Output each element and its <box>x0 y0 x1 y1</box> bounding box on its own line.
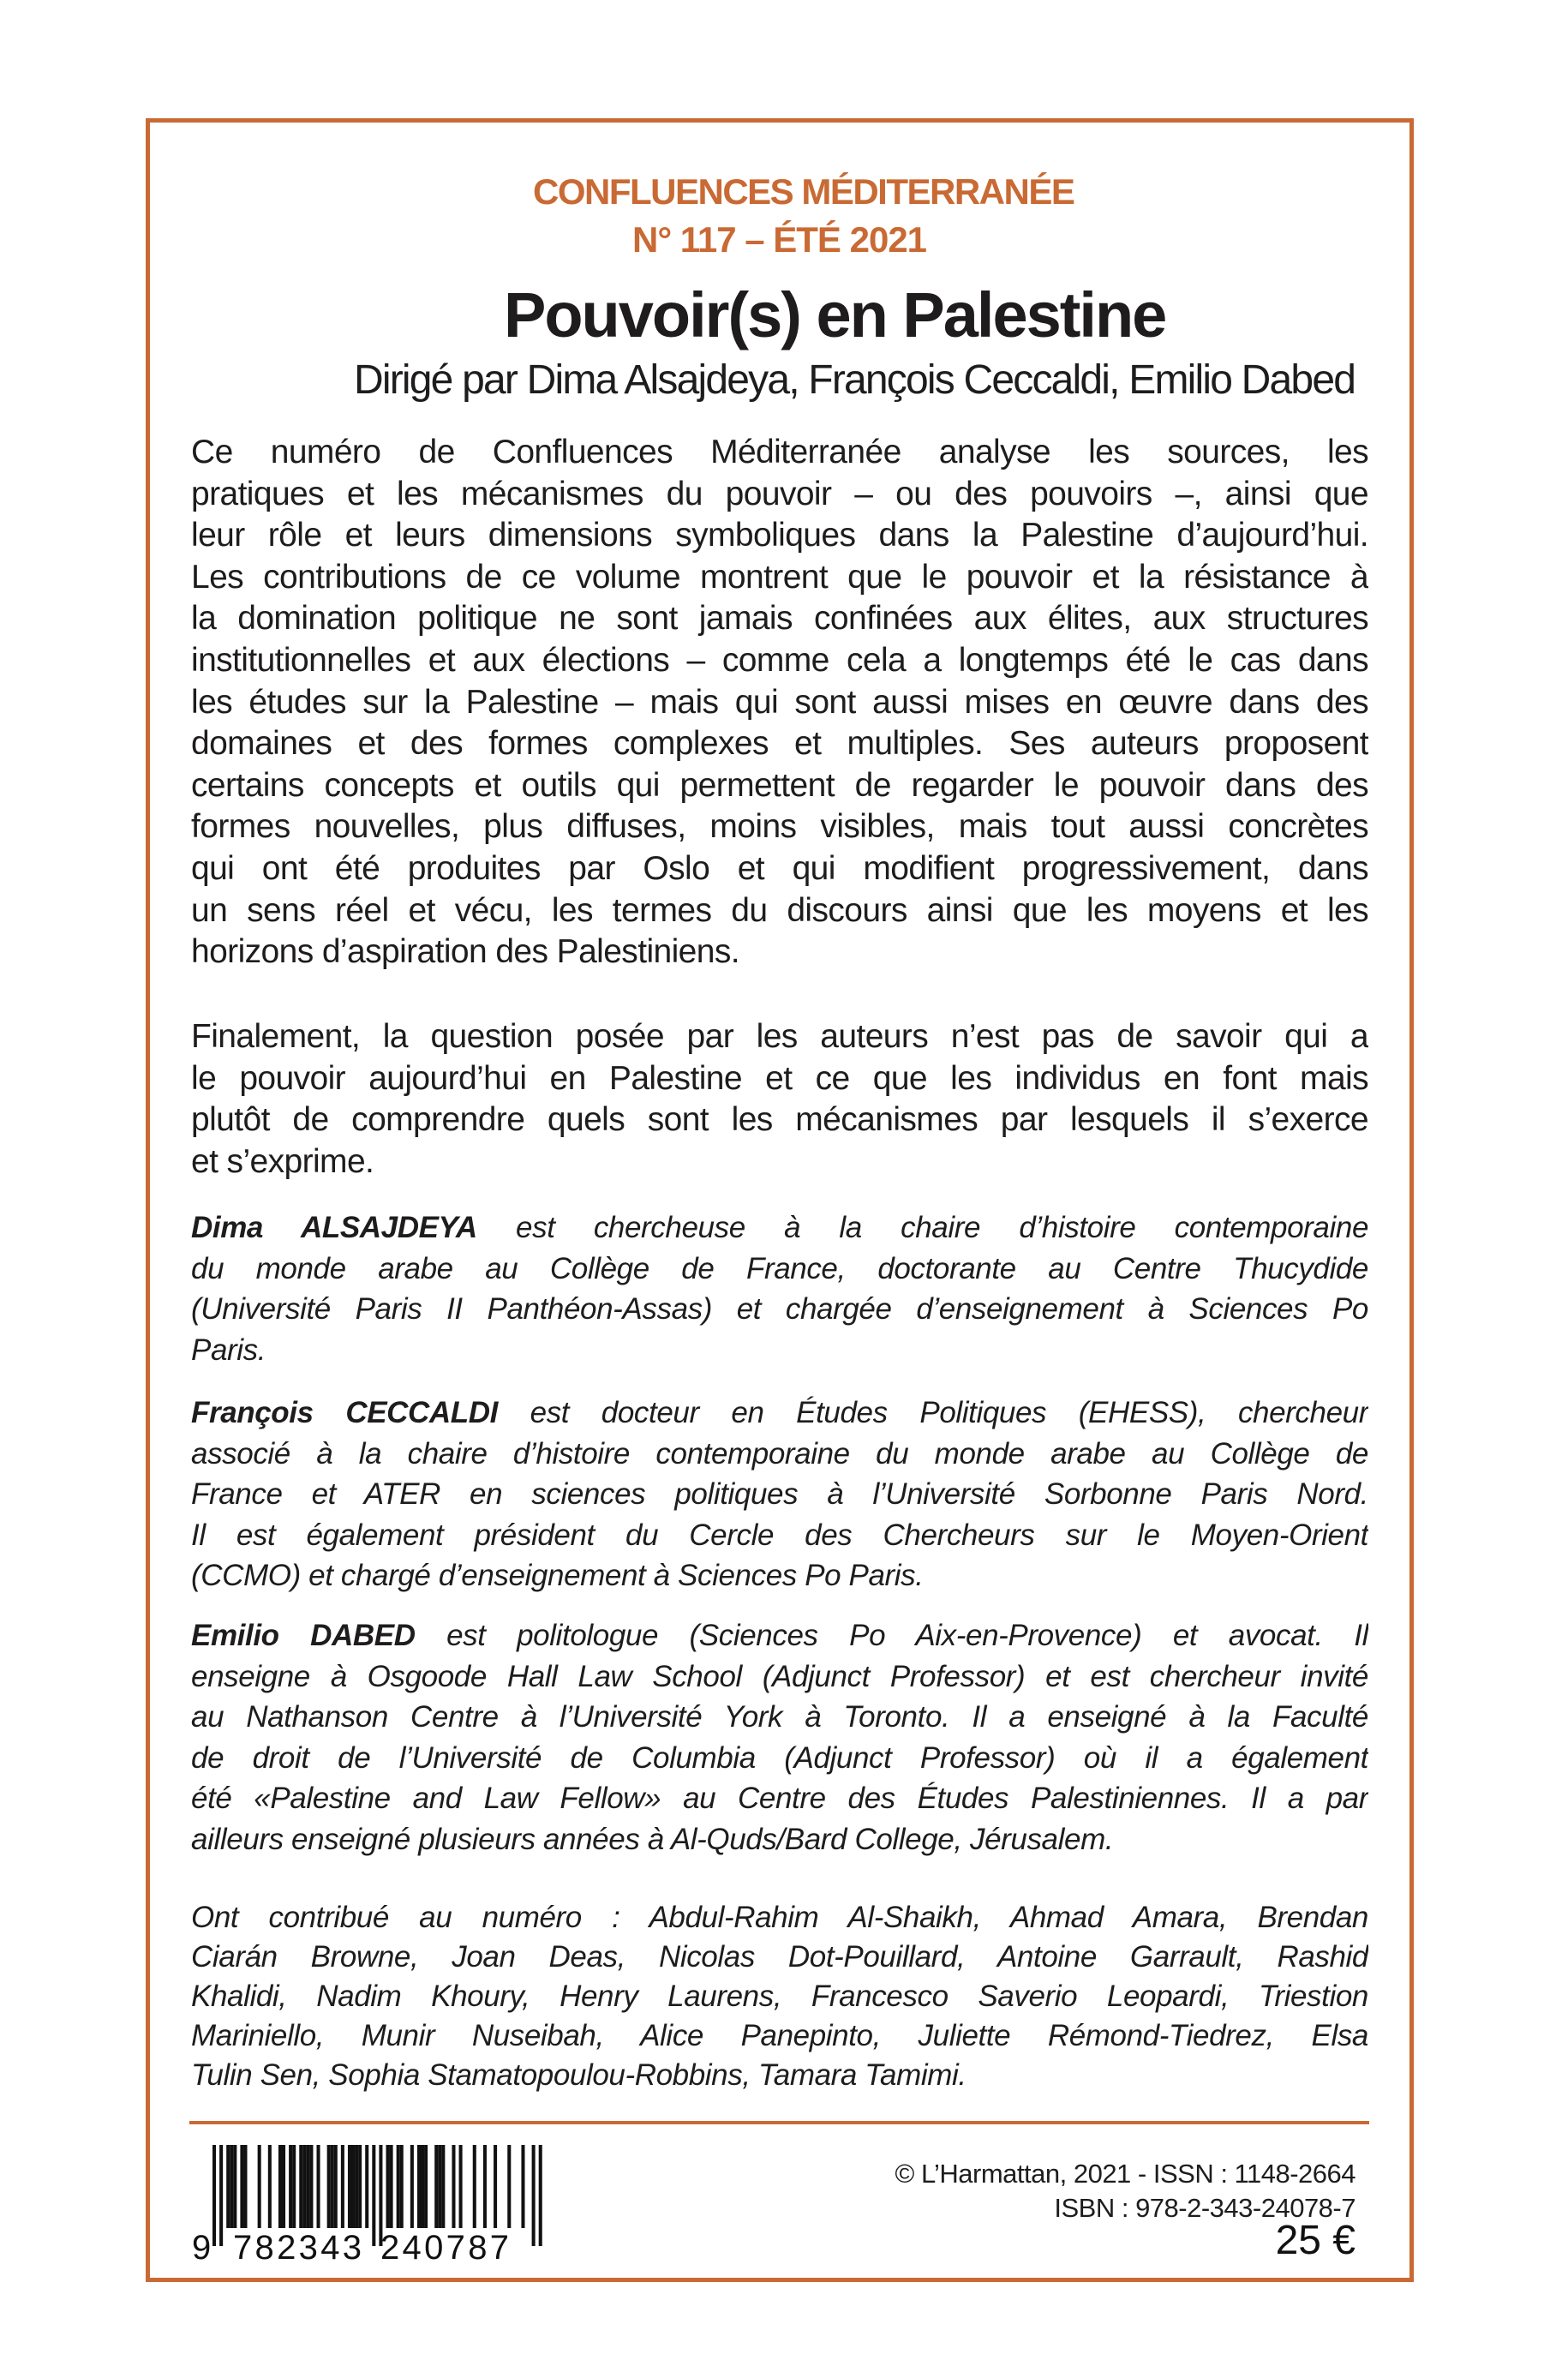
barcode-bar <box>348 2145 351 2228</box>
barcode-bar <box>327 2145 331 2228</box>
barcode-bar <box>355 2145 358 2228</box>
summary-paragraph-1 <box>191 432 1368 973</box>
barcode-bar <box>278 2145 282 2228</box>
barcode-bar <box>390 2145 393 2228</box>
barcode-bar <box>438 2145 441 2228</box>
contributors-line: Tulin Sen, Sophia Stamatopoulou-Robbins, Tamara Tamimi. <box>191 2058 967 2092</box>
bio-line: enseigne à Osgoode Hall Law School (Adjunct Professor) et est chercheur invité <box>191 1659 1368 1693</box>
barcode-bar <box>268 2145 272 2228</box>
summary-p1-line: domaines et des formes complexes et multiples. Ses auteurs proposent <box>191 725 1368 763</box>
barcode-bar <box>334 2145 338 2228</box>
editors-line: Dirigé par Dima Alsajdeya, François Ceccaldi, Emilio Dabed <box>354 357 1356 403</box>
bio-dima-alsajdeya <box>191 1207 1368 1370</box>
barcode-bar <box>539 2145 542 2246</box>
bio-emilio-dabed <box>191 1615 1368 1860</box>
barcode-bar <box>226 2145 230 2228</box>
contributors-list <box>191 1898 1368 2095</box>
barcode-bar <box>417 2145 421 2228</box>
summary-p1-line: les études sur la Palestine – mais qui sont aussi mises en œuvre dans des <box>191 683 1368 721</box>
barcode-bar <box>372 2145 375 2246</box>
summary-paragraph-2 <box>191 1016 1368 1183</box>
barcode-bar <box>317 2145 320 2228</box>
barcode-bar <box>292 2145 296 2228</box>
barcode-bar <box>282 2145 285 2228</box>
isbn-barcode <box>190 2142 554 2267</box>
barcode-bar <box>306 2145 309 2228</box>
summary-p1-line: formes nouvelles, plus diffuses, moins visibles, mais tout aussi concrètes <box>191 808 1368 846</box>
summary-p2-line: plutôt de comprendre quels sont les mécanismes par lesquels il s’exerce <box>191 1101 1368 1139</box>
barcode-right-digits: 240787 <box>380 2229 509 2267</box>
bio-line: été «Palestine and Law Fellow» au Centre des Études Palestiniennes. Il a par <box>191 1782 1368 1815</box>
bio-line: ailleurs enseigné plusieurs années à Al-Quds/Bard College, Jérusalem. <box>191 1822 1114 1856</box>
issue-number: N° 117 – ÉTÉ 2021 <box>632 219 927 260</box>
bio-first-line <box>191 1393 1368 1434</box>
barcode-bar <box>424 2145 428 2228</box>
bio-line: (CCMO) et chargé d’enseignement à Sciences Po Paris. <box>191 1559 924 1592</box>
bio-line: au Nathanson Centre à l’Université York à Toronto. Il a enseigné à la Faculté <box>191 1700 1368 1734</box>
barcode-bar <box>397 2145 400 2228</box>
copyright-issn: © L’Harmattan, 2021 - ISSN : 1148-2664 <box>895 2159 1356 2189</box>
barcode-bar <box>299 2145 302 2228</box>
barcode-bar <box>441 2145 445 2228</box>
summary-p1-line: horizons d’aspiration des Palestiniens. <box>191 933 739 971</box>
barcode-bar <box>212 2145 216 2246</box>
bio-first-line <box>191 1615 1368 1656</box>
bio-text: est docteur en Études Politiques (EHESS), chercheur <box>497 1396 1368 1429</box>
bio-line: associé à la chaire d’histoire contemporaine du monde arabe au Collège de <box>191 1436 1368 1471</box>
barcode-bar <box>219 2145 223 2246</box>
bio-text: est politologue (Sciences Po Aix-en-Provence) et avocat. Il <box>415 1619 1368 1652</box>
barcode-bar <box>459 2145 463 2228</box>
barcode-bar <box>434 2145 438 2228</box>
price: 25 € <box>1275 2218 1356 2263</box>
bio-line: (Université Paris II Panthéon-Assas) et chargée d’enseignement à Sciences Po <box>191 1292 1368 1326</box>
barcode-bar <box>494 2145 497 2228</box>
summary-p1-line: Ce numéro de Confluences Méditerranée analyse les sources, les <box>191 434 1368 470</box>
barcode-bar <box>521 2145 524 2228</box>
summary-p1-line: certains concepts et outils qui permettent de regarder le pouvoir dans des <box>191 766 1368 804</box>
barcode-bar <box>532 2145 536 2246</box>
barcode-bar <box>289 2145 292 2228</box>
series-name: CONFLUENCES MÉDITERRANÉE <box>533 171 1074 212</box>
contributors-line: Ciarán Browne, Joan Deas, Nicolas Dot-Pouillard, Antoine Garrault, Rashid <box>191 1940 1368 1974</box>
barcode-bar <box>233 2145 236 2228</box>
barcode-bar <box>473 2145 476 2228</box>
summary-p1-line: un sens réel et vécu, les termes du discours ainsi que les moyens et les <box>191 891 1368 929</box>
bio-line: de droit de l’Université de Columbia (Adjunct Professor) où il a également <box>191 1740 1368 1775</box>
bio-line: France et ATER en sciences politiques à l’Université Sorbonne Paris Nord. <box>191 1477 1368 1511</box>
isbn-text: ISBN : 978-2-343-24078-7 <box>1054 2193 1356 2223</box>
bio-first-line <box>191 1207 1368 1249</box>
author-name: Dima ALSAJDEYA <box>191 1211 477 1244</box>
summary-p1-line: qui ont été produites par Oslo et qui modifient progressivement, dans <box>191 849 1368 887</box>
summary-p2-line: Finalement, la question posée par les auteurs n’est pas de savoir qui a <box>191 1018 1368 1055</box>
barcode-bar <box>240 2145 243 2228</box>
summary-p1-line: pratiques et les mécanismes du pouvoir – ou des pouvoirs –, ainsi que <box>191 475 1368 512</box>
bio-line: Il est également président du Cercle des Chercheurs sur le Moyen-Orient <box>191 1518 1368 1552</box>
barcode-bar <box>452 2145 455 2228</box>
bio-text: est chercheuse à la chaire d’histoire contemporaine <box>476 1211 1368 1244</box>
summary-p2-line: le pouvoir aujourd’hui en Palestine et ce que les individus en font mais <box>191 1059 1368 1097</box>
barcode-bar <box>400 2145 404 2228</box>
author-name: Emilio DABED <box>191 1619 416 1652</box>
barcode-first-digit: 9 <box>192 2229 212 2267</box>
barcode-bar <box>258 2145 261 2228</box>
barcode-bar <box>365 2145 368 2228</box>
barcode-bar <box>358 2145 362 2228</box>
barcode-left-digits: 782343 <box>233 2229 362 2267</box>
barcode-bar <box>309 2145 313 2228</box>
barcode-bar <box>483 2145 487 2228</box>
summary-p1-line: institutionnelles et aux élections – comme cela a longtemps été le cas dans <box>191 641 1368 679</box>
contributors-line: Ont contribué au numéro : Abdul-Rahim Al-Shaikh, Ahmad Amara, Brendan <box>191 1901 1368 1934</box>
barcode-bar <box>341 2145 344 2228</box>
barcode-bar <box>507 2145 511 2228</box>
footer-divider <box>189 2121 1369 2124</box>
barcode-bar <box>421 2145 424 2228</box>
barcode-bar <box>243 2145 247 2228</box>
summary-p1-line: Les contributions de ce volume montrent que le pouvoir et la résistance à <box>191 558 1368 596</box>
bio-line: du monde arabe au Collège de France, doctorante au Centre Thucydide <box>191 1251 1368 1285</box>
barcode-bar <box>331 2145 334 2228</box>
contributors-line: Mariniello, Munir Nuseibah, Alice Panepinto, Juliette Rémond-Tiedrez, Elsa <box>191 2019 1368 2052</box>
barcode-bar <box>302 2145 306 2228</box>
barcode-bar <box>386 2145 390 2228</box>
bio-line: Paris. <box>191 1333 266 1367</box>
barcode-bar <box>230 2145 233 2228</box>
bio-francois-ceccaldi <box>191 1393 1368 1596</box>
barcode-bar <box>410 2145 414 2228</box>
book-title: Pouvoir(s) en Palestine <box>504 279 1166 350</box>
author-name: François CECCALDI <box>191 1396 498 1429</box>
barcode-bar <box>351 2145 355 2228</box>
summary-p1-line: leur rôle et leurs dimensions symboliques dans la Palestine d’aujourd’hui. <box>191 517 1368 554</box>
contributors-line: Khalidi, Nadim Khoury, Henry Laurens, Francesco Saverio Leopardi, Triestion <box>191 1980 1368 2013</box>
summary-p2-line: et s’exprime. <box>191 1142 374 1180</box>
summary-p1-line: la domination politique ne sont jamais confinées aux élites, aux structures <box>191 600 1368 638</box>
